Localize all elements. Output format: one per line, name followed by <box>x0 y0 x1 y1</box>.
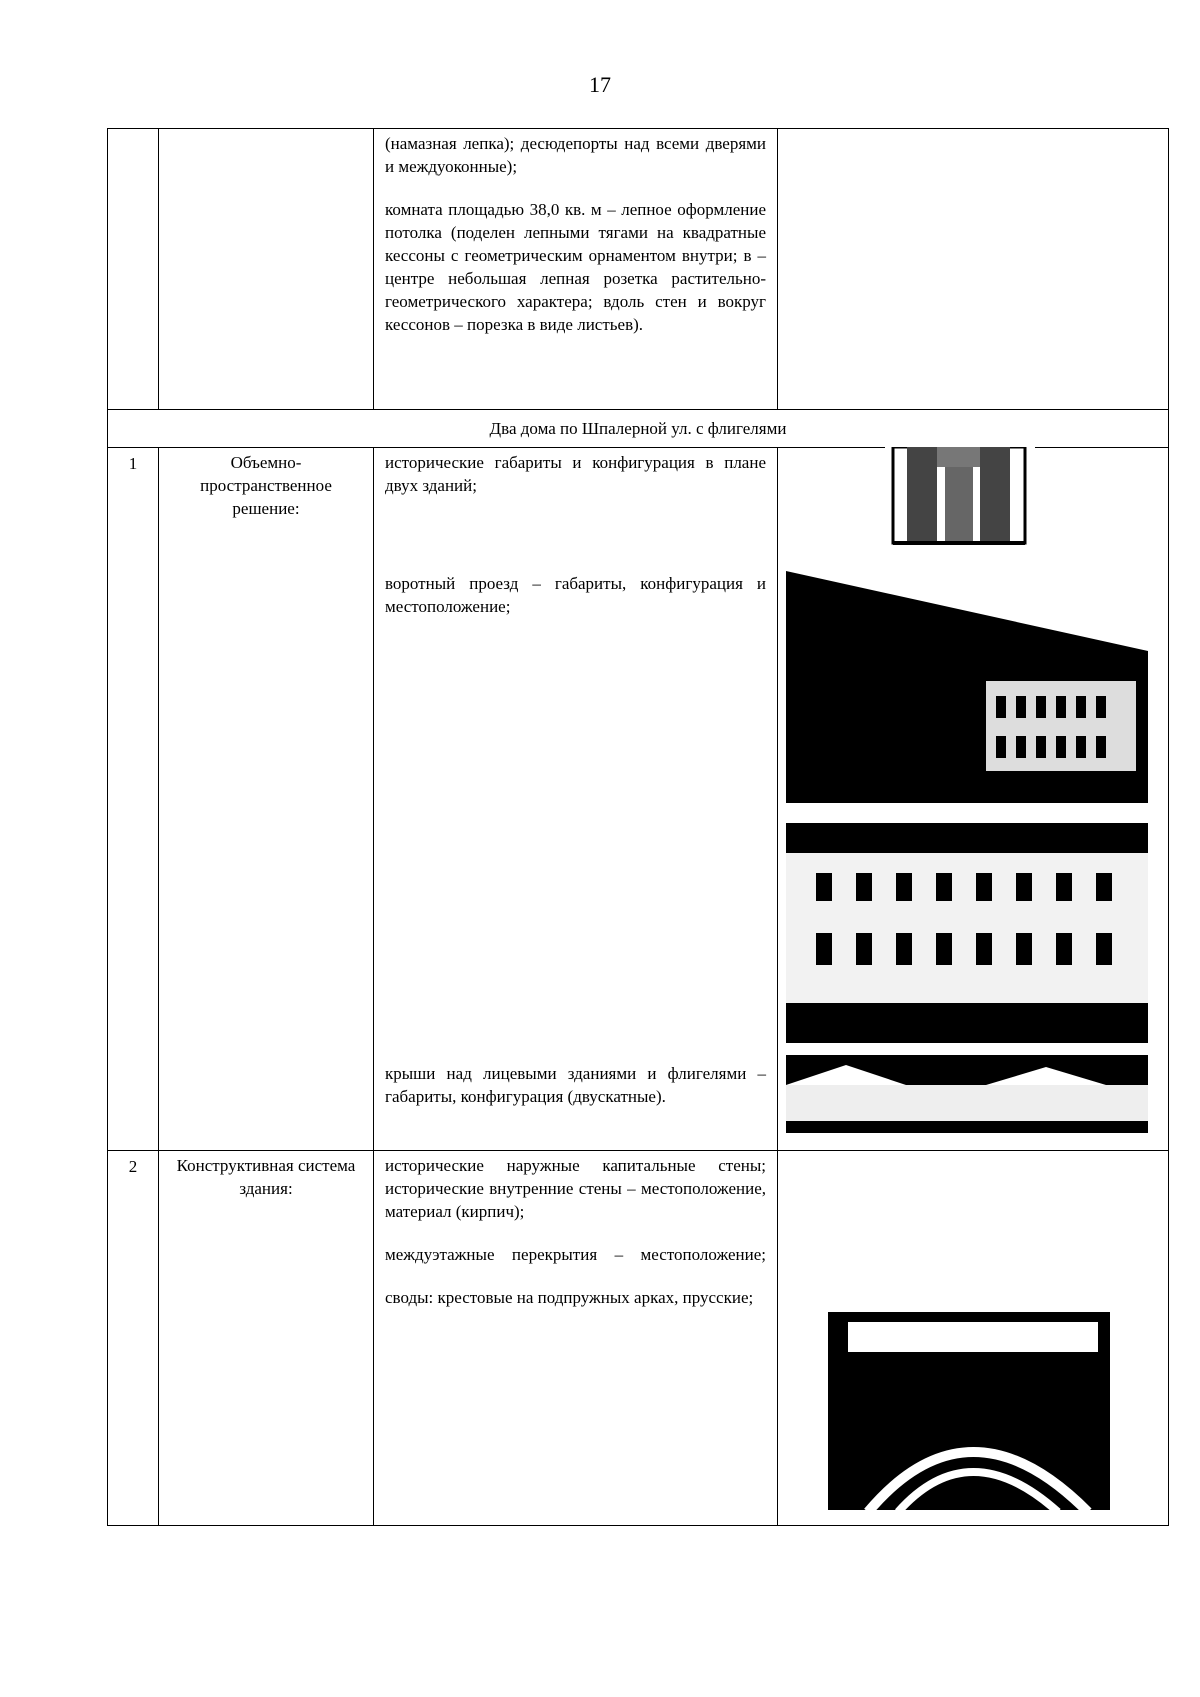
page-number: 17 <box>589 72 611 97</box>
row-number: 2 <box>108 1151 159 1526</box>
cell-description <box>374 129 778 410</box>
cell-number <box>108 129 159 410</box>
cell-description <box>374 448 778 1151</box>
description-paragraph: воротный проезд – габариты, конфигурация и местоположение; <box>385 574 766 616</box>
description-paragraph: исторические наружные капитальные стены; исторические внутренние стены – местоположение, материал (кирпич); <box>385 1156 766 1221</box>
description-paragraph: (намазная лепка); десюдепорты над всеми дверями и междуоконные); <box>385 134 766 176</box>
cell-photo <box>778 129 1169 410</box>
row-name: Конструктивная система здания: <box>159 1151 374 1526</box>
cell-name <box>159 129 374 410</box>
description-paragraph: своды: крестовые на подпружных арках, прусские; <box>385 1288 754 1307</box>
row-number: 1 <box>108 448 159 1151</box>
section-title: Два дома по Шпалерной ул. с флигелями <box>108 410 1169 448</box>
roof-photo-image <box>786 1055 1148 1133</box>
row-name: Объемно-пространственное решение: <box>159 448 374 1151</box>
facade-photo-image <box>786 571 1148 809</box>
site-plan-image <box>885 447 1035 557</box>
description-paragraph: междуэтажные перекрытия – местоположение; <box>385 1245 766 1264</box>
cell-description <box>374 1151 778 1526</box>
section-row <box>108 410 1169 448</box>
vault-photo-image <box>828 1312 1110 1510</box>
description-paragraph: комната площадью 38,0 кв. м – лепное оформление потолка (поделен лепными тягами на квадратные кессоны с геометрическим орнаментом внутри; в – центре небольшая лепная розетка растительно-геометрического характера; вдоль стен и вокруг кессонов – порезка в виде листьев). <box>385 200 766 334</box>
table-row <box>108 129 1169 410</box>
description-paragraph: крыши над лицевыми зданиями и флигелями – габариты, конфигурация (двускатные). <box>385 1064 766 1106</box>
description-paragraph: исторические габариты и конфигурация в плане двух зданий; <box>385 453 766 495</box>
facade-photo-image <box>786 823 1148 1043</box>
